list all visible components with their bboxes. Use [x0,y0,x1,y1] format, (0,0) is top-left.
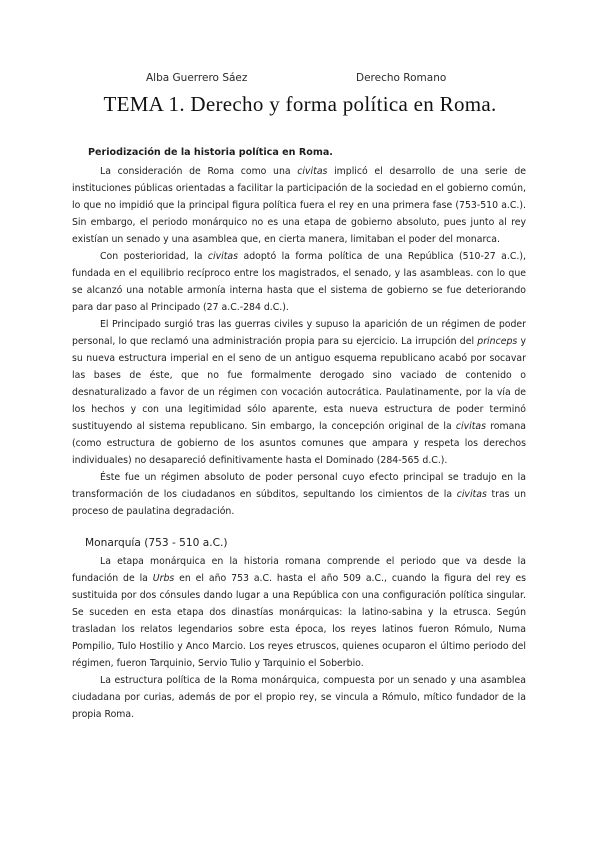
section-heading-periodizacion: Periodización de la historia política en Roma. [88,147,333,158]
author-name: Alba Guerrero Sáez [146,72,248,84]
page-header [0,72,600,88]
paragraph-periodizacion-2: Con posterioridad, la civitas adoptó la forma política de una República (510-27 a.C.), fundada en el equilibrio recíproco entre los magistrados, el senado, y las asambleas. con lo que se alcanzó una notable armonía interna hasta que el sistema de gobierno se fue deteriorando para dar paso al Principado (27 a.C.-284 d.C.). [72,251,526,313]
paragraph-monarquia-1: La etapa monárquica en la historia romana comprende el periodo que va desde la fundación de la Urbs en el año 753 a.C. hasta el año 509 a.C., cuando la figura del rey es sustituida por dos cónsules dando lugar a una República con una configuración política singular. Se suceden en esta etapa dos dinastías monárquicas: la latino-sabina y la etrusca. Según trasladan los relatos legendarios sobre esta época, los reyes latinos fueron Rómulo, Numa Pompilio, Tulo Hostilio y Anco Marcio. Los reyes etruscos, quienes ocuparon el último periodo del régimen, fueron Tarquinio, Servio Tulio y Tarquinio el Soberbio. [72,556,526,669]
section-heading-monarquia: Monarquía (753 - 510 a.C.) [85,537,228,549]
document-body [72,145,526,723]
subject-name: Derecho Romano [356,72,447,84]
document-title: TEMA 1. Derecho y forma política en Roma. [103,92,497,116]
paragraph-periodizacion-1: La consideración de Roma como una civitas implicó el desarrollo de una serie de instituciones públicas orientadas a facilitar la participación de la sociedad en el gobierno común, lo que no impidió que la principal figura política fuera el rey en una primera fase (753-510 a.C.). Sin embargo, el periodo monárquico no es una etapa de gobierno absoluto, pues junto al rey existían un senado y una asamblea que, en cierta manera, limitaban el poder del monarca. [72,166,526,245]
paragraph-periodizacion-4: Éste fue un régimen absoluto de poder personal cuyo efecto principal se tradujo en la transformación de los ciudadanos en súbditos, sepultando los cimientos de la civitas tras un proceso de paulatina degradación. [72,472,526,517]
paragraph-periodizacion-3: El Principado surgió tras las guerras civiles y supuso la aparición de un régimen de poder personal, lo que reclamó una administración propia para su ejercicio. La irrupción del princeps y su nueva estructura imperial en el seno de un antiguo esquema republicano acabó por socavar las bases de éste, que no fue formalmente derogado sino vaciado de contenido o desnaturalizado a favor de un régimen con vocación autocrática. Paulatinamente, por la vía de los hechos y con una legitimidad sólo aparente, esta nueva estructura de poder terminó sustituyendo al sistema republicano. Sin embargo, la concepción original de la civitas romana (como estructura de gobierno de los asuntos comunes que ampara y respeta los derechos individuales) no desapareció definitivamente hasta el Dominado (284-565 d.C.). [72,319,526,466]
paragraph-monarquia-2: La estructura política de la Roma monárquica, compuesta por un senado y una asamblea ciudadana por curias, además de por el propio rey, se vincula a Rómulo, mítico fundador de la propia Roma. [72,675,526,720]
